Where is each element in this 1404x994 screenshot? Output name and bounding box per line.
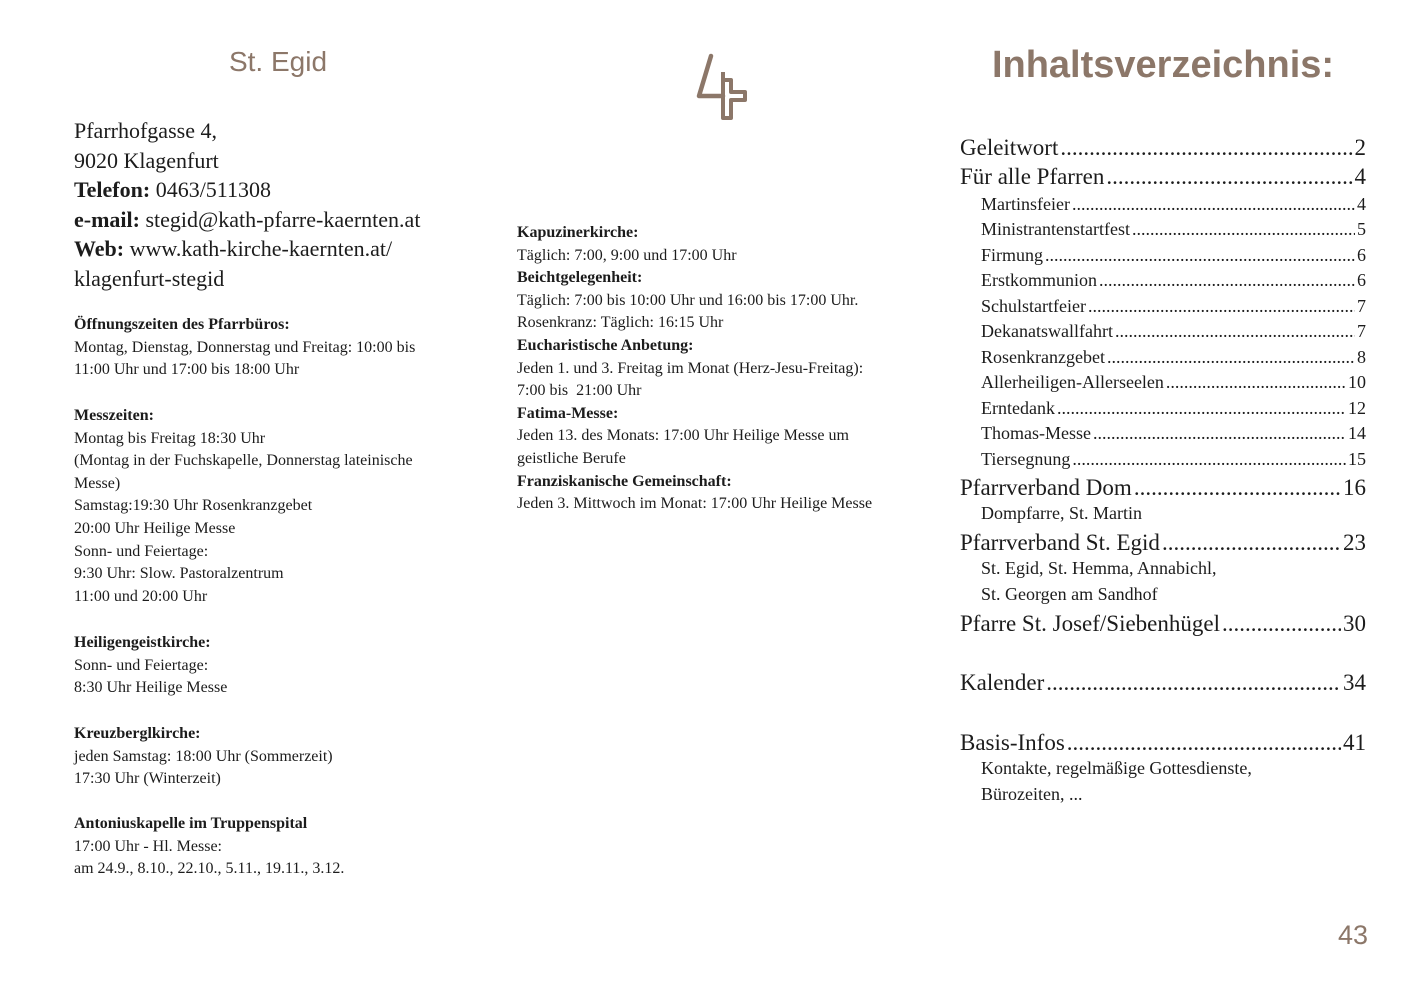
mass-line: Montag bis Freitag 18:30 Uhr <box>74 429 266 447</box>
toc-entry-dom[interactable] <box>960 475 1366 501</box>
toc-label: Für alle Pfarren <box>960 164 1105 189</box>
mass-line: (Montag in der Fuchskapelle, Donnerstag lateinische <box>74 452 413 470</box>
toc-entry[interactable] <box>981 245 1366 266</box>
toc-page: 41 <box>1343 730 1366 755</box>
antonius-line: 17:00 Uhr - Hl. Messe: <box>74 837 222 855</box>
fatima-line: Jeden 13. des Monats: 17:00 Uhr Heilige Messe um <box>517 427 849 445</box>
toc-label: Schulstartfeier <box>981 296 1086 316</box>
toc-subtitle: St. Georgen am Sandhof <box>981 584 1158 604</box>
kapuziner-heading: Kapuzinerkirche: <box>517 224 639 241</box>
phone-line <box>74 175 504 205</box>
kreuzberg-line: jeden Samstag: 18:00 Uhr (Sommerzeit) <box>74 747 333 765</box>
office-heading: Öffnungszeiten des Pfarrbüros: <box>74 316 290 333</box>
toc-label: Dekanatswallfahrt <box>981 321 1113 341</box>
toc-entry[interactable] <box>981 219 1366 240</box>
beichte-line: Rosenkranz: Täglich: 16:15 Uhr <box>517 314 724 332</box>
kreuzberg-block <box>74 723 494 791</box>
beichte-heading: Beichtgelegenheit: <box>517 269 643 287</box>
toc-label: Ministrantenstartfest <box>981 219 1130 239</box>
toc-page: 7 <box>1357 321 1366 341</box>
section-title: St. Egid <box>228 46 328 77</box>
mass-line: 9:30 Uhr: Slow. Pastoralzentrum <box>74 565 284 583</box>
toc-entry-geleitwort[interactable] <box>960 135 1366 161</box>
email-line <box>74 205 504 235</box>
web-label: Web: <box>74 236 125 261</box>
toc-page: 14 <box>1348 423 1366 443</box>
mass-heading: Messzeiten: <box>74 407 154 424</box>
toc-label: Erstkommunion <box>981 270 1097 290</box>
toc-page: 10 <box>1348 372 1366 392</box>
contact-block <box>74 116 504 293</box>
beichte-line: Täglich: 7:00 bis 10:00 Uhr und 16:00 bis 17:00 Uhr. <box>517 291 859 309</box>
mass-line: Samstag:19:30 Uhr Rosenkranzgebet <box>74 497 313 515</box>
franziskanisch-line: Jeden 3. Mittwoch im Monat: 17:00 Uhr Heilige Messe <box>517 495 873 513</box>
kreuzberg-heading: Kreuzberglkirche: <box>74 725 201 742</box>
antonius-heading: Antoniuskapelle im Truppenspital <box>74 815 308 832</box>
web-value[interactable]: www.kath-kirche-kaernten.at/ <box>129 236 393 261</box>
toc-page: 4 <box>1354 164 1366 189</box>
toc-entry-josef[interactable] <box>960 611 1366 637</box>
toc-entry[interactable] <box>981 347 1366 368</box>
toc-entry[interactable] <box>981 398 1366 419</box>
toc-page: 8 <box>1357 347 1366 367</box>
mass-line: 11:00 und 20:00 Uhr <box>74 587 208 605</box>
toc-entry-alle-pfarren[interactable] <box>960 164 1366 190</box>
toc-entry[interactable] <box>981 296 1366 317</box>
toc-page: 2 <box>1354 135 1366 160</box>
toc-page: 16 <box>1343 475 1366 500</box>
toc-label: Firmung <box>981 245 1044 265</box>
toc-entry-egid[interactable] <box>960 530 1366 556</box>
toc-page: 15 <box>1348 449 1366 469</box>
toc-entry[interactable] <box>981 449 1366 470</box>
office-line: Montag, Dienstag, Donnerstag und Freitag: 10:00 bis <box>74 338 416 356</box>
antonius-block <box>74 813 494 881</box>
mass-times <box>74 405 494 608</box>
toc-subtitle: St. Egid, St. Hemma, Annabichl, <box>981 558 1217 578</box>
phone-label: Telefon: <box>74 177 151 202</box>
toc-page: 4 <box>1357 194 1366 214</box>
street: Pfarrhofgasse 4, <box>74 118 217 143</box>
email-value[interactable]: stegid@kath-pfarre-kaernten.at <box>145 206 421 232</box>
toc-entry[interactable] <box>981 321 1366 342</box>
fatima-line: geistliche Berufe <box>517 449 626 467</box>
toc-page: 12 <box>1348 398 1366 418</box>
mass-line: Messe) <box>74 474 121 492</box>
toc-label: Geleitwort <box>960 135 1059 160</box>
heiligengeist-line: 8:30 Uhr Heilige Messe <box>74 679 228 697</box>
office-line: 11:00 Uhr und 17:00 bis 18:00 Uhr <box>74 361 300 379</box>
toc-title: Inhaltsverzeichnis: <box>991 44 1335 86</box>
toc-page: 23 <box>1343 530 1366 555</box>
fatima-heading: Fatima-Messe: <box>517 404 619 422</box>
office-hours <box>74 314 494 382</box>
toc-label: Thomas-Messe <box>981 423 1091 443</box>
toc-entry[interactable] <box>981 372 1366 393</box>
toc-subtitle: Kontakte, regelmäßige Gottesdienste, <box>981 758 1252 778</box>
kreuzberg-line: 17:30 Uhr (Winterzeit) <box>74 770 221 788</box>
web-line-2[interactable]: klagenfurt-stegid <box>74 265 225 291</box>
toc-label: Erntedank <box>981 398 1055 418</box>
web-line <box>74 234 504 264</box>
toc-page: 5 <box>1357 219 1366 239</box>
toc-label: Martinsfeier <box>981 194 1070 214</box>
anbetung-line: 7:00 bis 21:00 Uhr <box>517 382 642 400</box>
toc-label: Basis-Infos <box>960 730 1065 755</box>
middle-schedule <box>517 222 937 516</box>
cross-four-logo-icon <box>693 52 751 122</box>
heiligengeist-heading: Heiligengeistkirche: <box>74 634 211 651</box>
toc-subtitle: Bürozeiten, ... <box>981 784 1083 804</box>
toc-label: Allerheiligen-Allerseelen <box>981 372 1164 392</box>
city: 9020 Klagenfurt <box>74 147 219 173</box>
toc-entry-basis[interactable] <box>960 730 1366 756</box>
toc-entry[interactable] <box>981 194 1366 215</box>
toc-entry[interactable] <box>981 270 1366 291</box>
phone-value: 0463/511308 <box>155 177 271 202</box>
email-label: e-mail: <box>74 206 140 232</box>
antonius-line: am 24.9., 8.10., 22.10., 5.11., 19.11., 3.12. <box>74 860 345 878</box>
anbetung-line: Jeden 1. und 3. Freitag im Monat (Herz-Jesu-Freitag): <box>517 359 864 377</box>
toc-label: Pfarrverband Dom <box>960 475 1132 500</box>
toc-page: 6 <box>1357 270 1366 290</box>
kapuziner-line: Täglich: 7:00, 9:00 und 17:00 Uhr <box>517 246 737 264</box>
mass-line: Sonn- und Feiertage: <box>74 542 209 560</box>
toc-label: Pfarre St. Josef/Siebenhügel <box>960 611 1220 636</box>
toc-label: Pfarrverband St. Egid <box>960 530 1160 555</box>
heiligengeist-line: Sonn- und Feiertage: <box>74 656 209 674</box>
toc-page: 7 <box>1357 296 1366 316</box>
franziskanisch-heading: Franziskanische Gemeinschaft: <box>517 472 732 490</box>
page-number: 43 <box>1337 920 1368 950</box>
toc-page: 34 <box>1343 670 1366 695</box>
toc-label: Tiersegnung <box>981 449 1071 469</box>
toc-label: Rosenkranzgebet <box>981 347 1105 367</box>
heiligengeist-block <box>74 632 494 700</box>
anbetung-heading: Eucharistische Anbetung: <box>517 336 694 354</box>
toc-label: Kalender <box>960 670 1045 695</box>
toc-page: 6 <box>1357 245 1366 265</box>
toc-entry[interactable] <box>981 423 1366 444</box>
toc-entry-kalender[interactable] <box>960 670 1366 696</box>
mass-line: 20:00 Uhr Heilige Messe <box>74 519 236 537</box>
toc-subtitle: Dompfarre, St. Martin <box>981 503 1142 523</box>
toc-page: 30 <box>1343 611 1366 636</box>
